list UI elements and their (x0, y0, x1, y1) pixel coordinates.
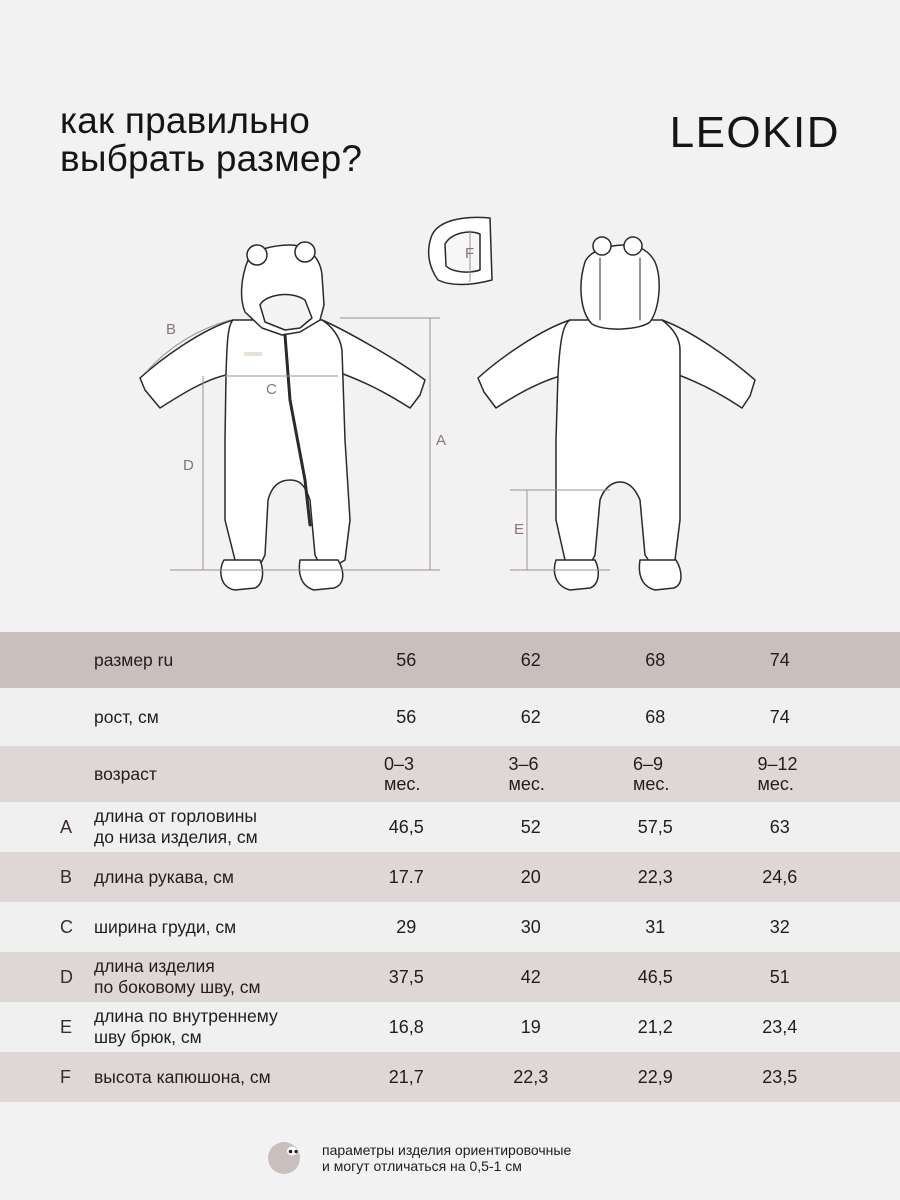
table-cell: 21,7 (388, 1067, 424, 1087)
table-cell: 19 (520, 1017, 541, 1037)
table-cell: 23,4 (762, 1017, 798, 1037)
table-cell: 0–3 мес. (384, 754, 421, 794)
row-letter: D (60, 966, 73, 987)
table-cell: 62 (520, 650, 541, 670)
title-line-1: как правильно (60, 100, 311, 141)
brand-logo: LEOKID (669, 108, 840, 157)
table-cell: 17.7 (388, 867, 424, 887)
measure-label-d: D (183, 457, 194, 474)
table-cell: 3–6 мес. (508, 754, 545, 794)
row-letter: B (60, 866, 73, 887)
row-letter: A (60, 816, 73, 837)
table-cell: 74 (769, 650, 790, 670)
table-cell: 6–9 мес. (633, 754, 670, 794)
footer-note-line-2: и могут отличаться на 0,5-1 см (322, 1158, 522, 1174)
table-row (0, 688, 900, 746)
table-cell: 37,5 (388, 967, 424, 987)
table-cell: 30 (520, 917, 541, 937)
row-label: длина изделия по боковому шву, см (94, 956, 261, 997)
row-label: длина рукава, см (94, 866, 234, 887)
mascot-icon (268, 1140, 304, 1176)
table-cell: 32 (769, 917, 790, 937)
table-cell: 74 (769, 707, 790, 727)
table-row (0, 1002, 900, 1052)
table-cell: 46,5 (388, 817, 424, 837)
row-letter: E (60, 1016, 73, 1037)
table-row (0, 852, 900, 902)
footer-note (268, 1140, 571, 1176)
table-cell: 22,9 (637, 1067, 673, 1087)
table-row (0, 746, 900, 802)
measure-label-b: B (166, 321, 177, 338)
row-letter: C (60, 916, 73, 937)
table-row (0, 952, 900, 1002)
table-cell: 29 (396, 917, 417, 937)
row-label: возраст (94, 763, 157, 784)
table-cell: 22,3 (513, 1067, 549, 1087)
table-cell: 21,2 (637, 1017, 673, 1037)
row-label: рост, см (94, 706, 159, 727)
table-cell: 62 (520, 707, 541, 727)
table-cell: 9–12 мес. (757, 754, 798, 794)
page-title (60, 102, 362, 178)
title-line-2: выбрать размер? (60, 138, 363, 179)
table-cell: 56 (396, 707, 417, 727)
hood-detail-icon (429, 217, 492, 284)
row-label: высота капюшона, см (94, 1066, 271, 1087)
row-label: длина по внутреннему шву брюк, см (94, 1006, 278, 1047)
table-row (0, 902, 900, 952)
table-row (0, 802, 900, 852)
measure-label-a: A (436, 432, 447, 449)
front-view-jumpsuit-icon (140, 242, 425, 590)
row-label: длина от горловины до низа изделия, см (94, 806, 258, 847)
table-cell: 56 (396, 650, 417, 670)
table-cell: 63 (769, 817, 790, 837)
table-cell: 24,6 (762, 867, 798, 887)
table-cell: 51 (769, 967, 790, 987)
measure-label-e: E (514, 521, 525, 538)
table-cell: 23,5 (762, 1067, 798, 1087)
table-cell: 68 (645, 650, 666, 670)
table-cell: 16,8 (388, 1017, 424, 1037)
table-cell: 20 (520, 867, 541, 887)
measure-label-f: F (465, 245, 475, 262)
table-cell: 68 (645, 707, 666, 727)
table-cell: 52 (520, 817, 541, 837)
table-cell: 42 (520, 967, 541, 987)
footer-note-line-1: параметры изделия ориентировочные (322, 1142, 572, 1158)
table-row (0, 1052, 900, 1102)
row-label: ширина груди, см (94, 916, 237, 937)
size-table (0, 632, 900, 1102)
table-cell: 22,3 (637, 867, 673, 887)
table-cell: 57,5 (637, 817, 673, 837)
table-cell: 46,5 (637, 967, 673, 987)
row-letter: F (60, 1066, 71, 1087)
table-cell: 31 (645, 917, 666, 937)
garment-measurement-diagram (0, 200, 900, 620)
table-row (0, 632, 900, 688)
row-label: размер ru (94, 649, 174, 670)
measure-label-c: C (266, 381, 277, 398)
